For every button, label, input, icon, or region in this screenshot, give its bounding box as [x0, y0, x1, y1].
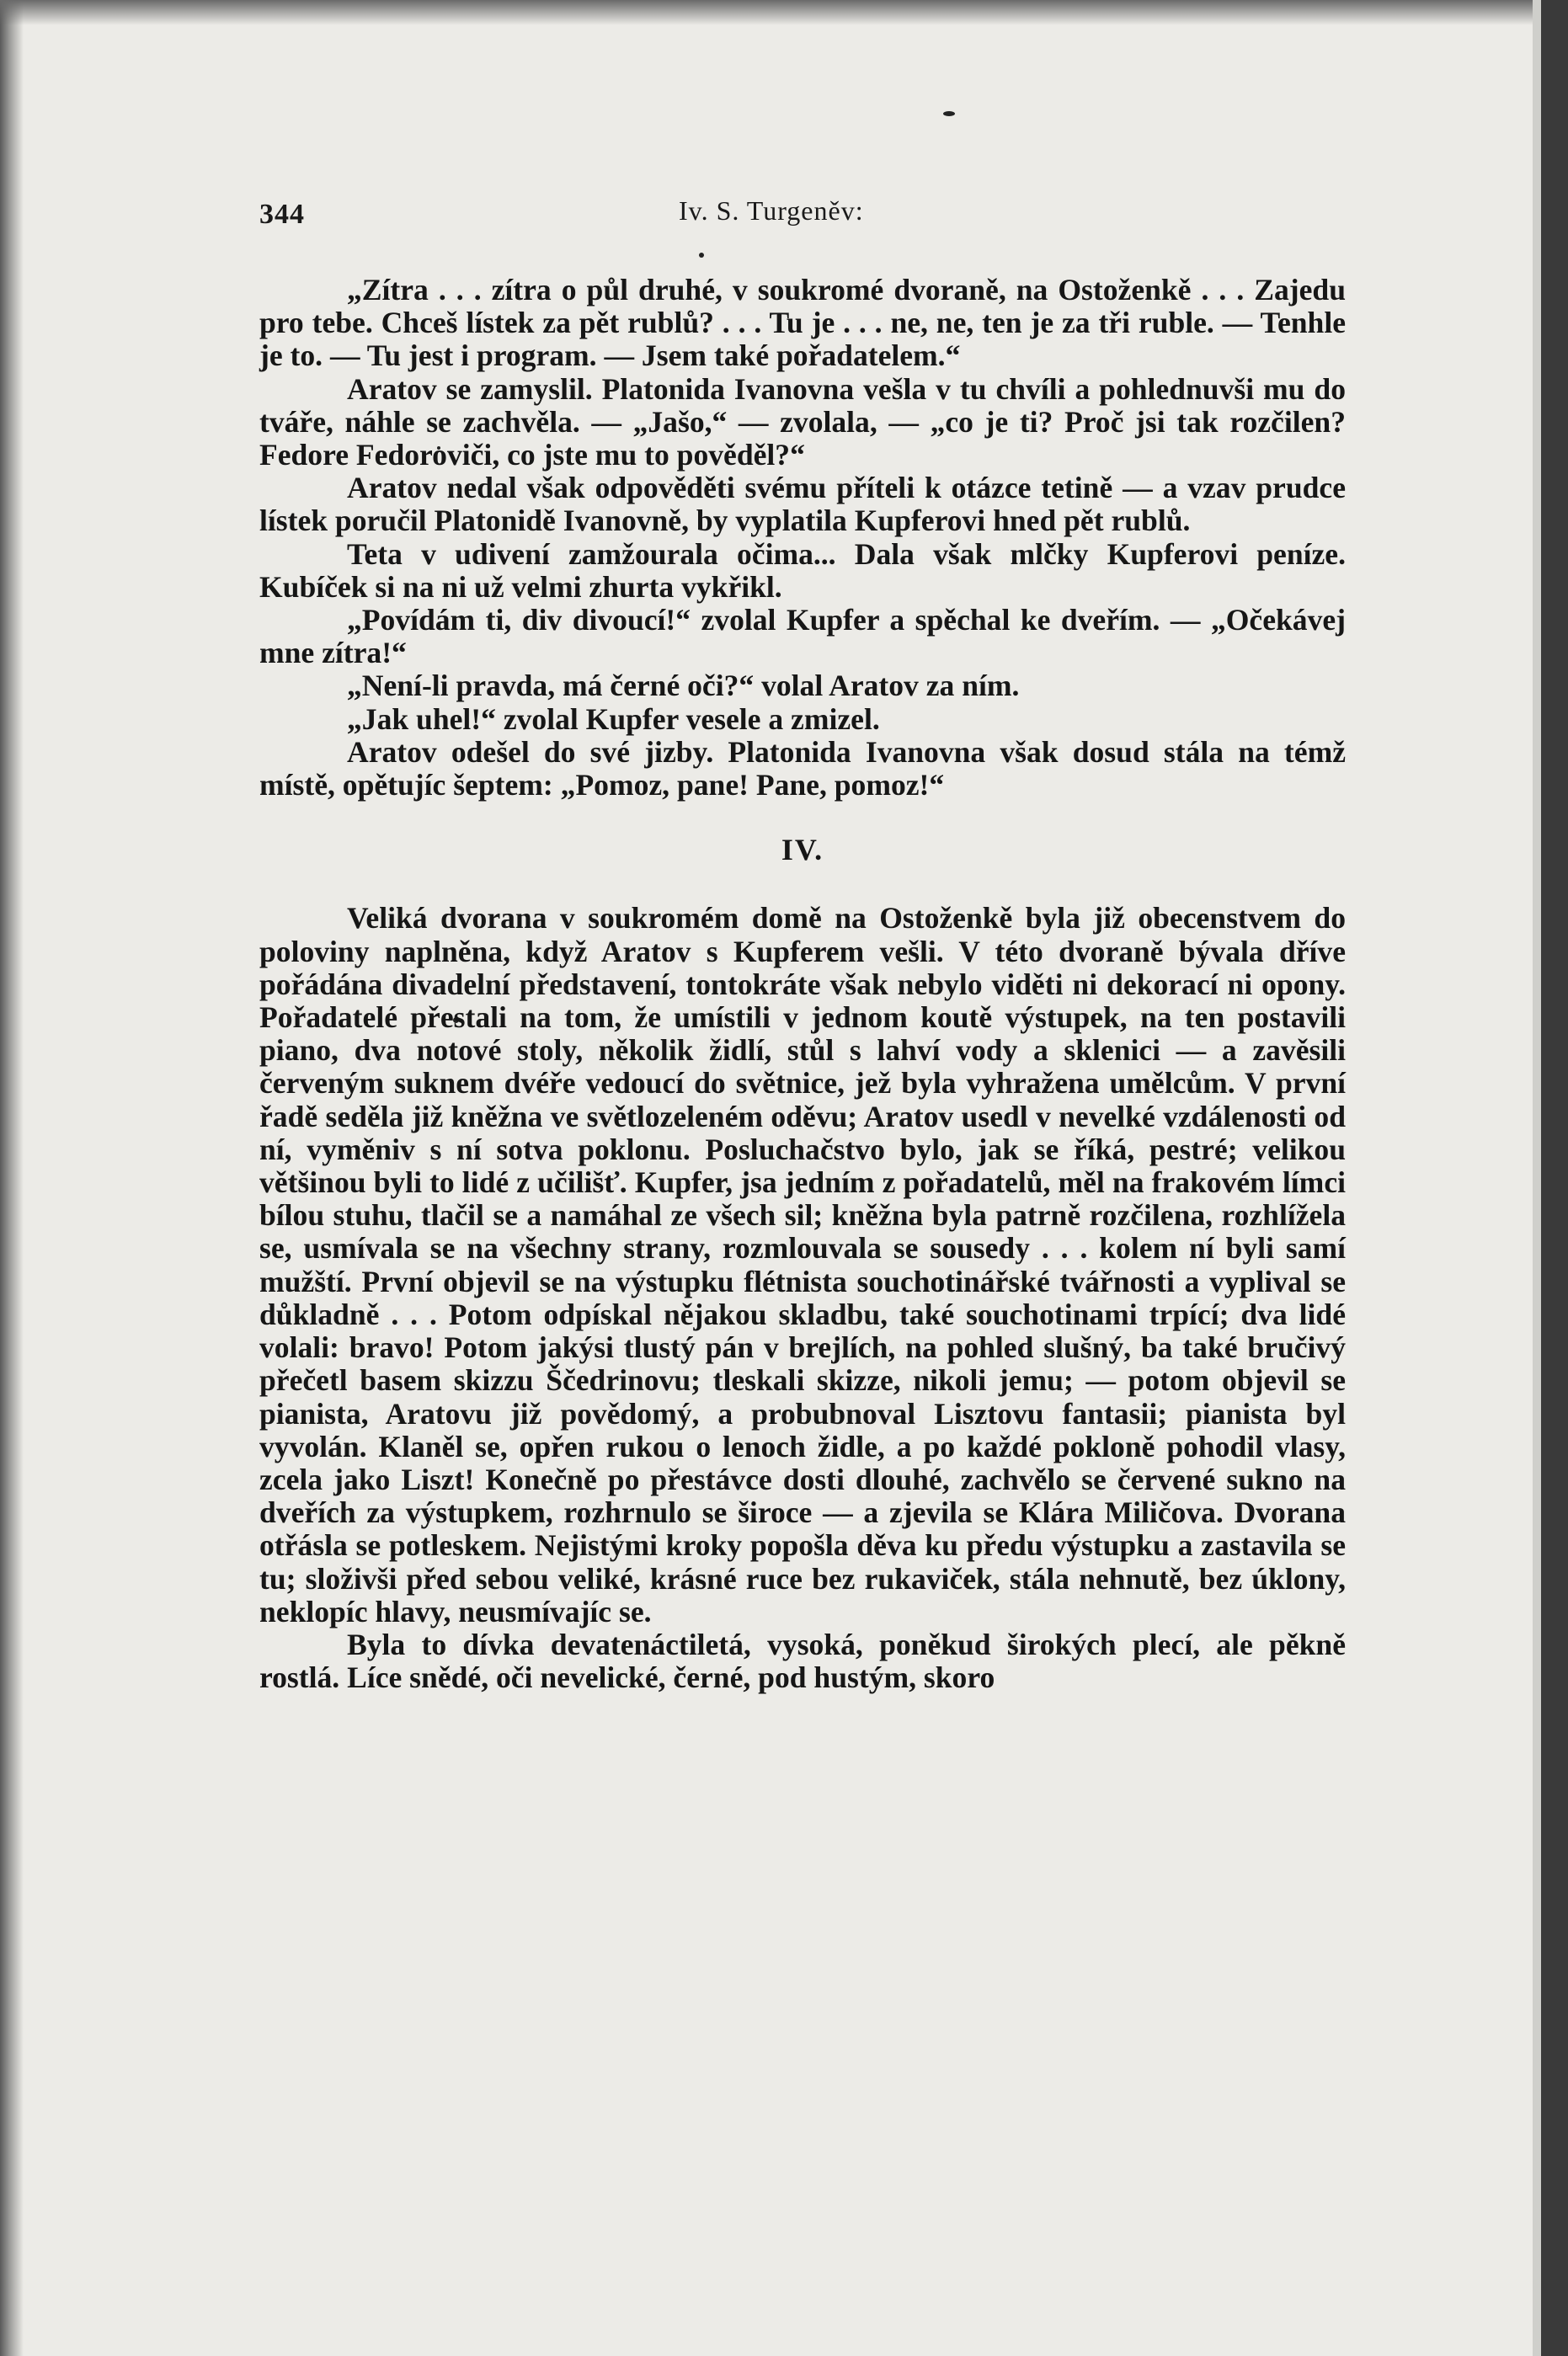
paragraph: Aratov nedal však odpověděti svému příteli k otázce tetině — a vzav prudce lístek poručil Platonidě Ivanovně, by vyplatila Kupferovi hned pět rublů. — [259, 471, 1346, 538]
page-number: 344 — [259, 199, 305, 230]
paragraph: „Jak uhel!“ zvolal Kupfer vesele a zmizel. — [347, 701, 880, 736]
paragraph: Aratov se zamyslil. Platonida Ivanovna vešla v tu chvíli a pohlednuvši mu do tváře, náhle se zachvěla. — „Jašo,“ — zvolala, — „co je ti? Proč jsi tak rozčilen? Fedore Fedoroviči, co jste mu to pověděl?“ — [259, 371, 1346, 472]
print-speck — [943, 111, 955, 116]
paragraph: Veliká dvorana v soukromém domě na Ostoženkě byla již obecenstvem do poloviny naplněna, když Aratov s Kupferem vešli. V této dvoraně bývala dříve pořádána divadelní představení, tontokráte však nebylo viděti ni dekorací ni opony. Pořadatelé přestali na tom, že umístili v jednom koutě výstupek, na ten postavili piano, dva notové stoly, několik židlí, stůl s lahví vody a sklenici — a zavěsili červeným suknem dvéře vedoucí do světnice, jež byla vyhražena umělcům. V první řadě seděla již kněžna ve světlozeleném oděvu; Aratov usedl v nevelké vzdálenosti od ní, vyměniv s ní sotva poklonu. Posluchačstvo bylo, jak se říká, pestré; velikou většinou byli to lidé z učilišť. Kupfer, jsa jedním z pořadatelů, měl na frakovém límci bílou stuhu, tlačil se a namáhal ze všech sil; kněžna byla patrně rozčilena, rozhlížela se, usmívala se na všechny strany, rozmlouvala se sousedy . . . kolem ní byli samí mužští. První objevil se na výstupku flétnista souchotinářské tvářnosti a vyplival se důkladně . . . Potom odpískal nějakou skladbu, také souchotinami trpící; dva lidé volali: bravo! Potom jakýsi tlustý pán v brejlích, na pohled slušný, ba také bručivý přečetl basem skizzu Ščedrinovu; tleskali skizze, nikoli jemu; — potom objevil se pianista, Aratovu již povědomý, a probubnoval Lisztovu fantasii; pianista byl vyvolán. Klaněl se, opřen rukou o lenoch židle, a po každé pokloně pohodil vlasy, zcela jako Liszt! Konečně po přestávce dosti dlouhé, zachvělo se červené sukno na dveřích za výstupkem, rozhrnulo se široce — a zjevila se Klára Miličova. Dvorana otřásla se potleskem. Nejistými kroky popošla děva ku předu výstupku a zastavila se tu; složivši před sebou veliké, krásné ruce bez rukaviček, stála nehnutě, bez úklony, neklopíc hlavy, neusmívajíc se. — [259, 901, 1346, 1628]
paragraph: „Není-li pravda, má černé oči?“ volal Aratov za ním. — [347, 669, 1020, 703]
page-edge-shadow-top — [0, 0, 1541, 25]
chapter-heading: IV. — [781, 833, 824, 867]
print-speck — [699, 253, 704, 258]
running-head: Iv. S. Turgeněv: — [679, 195, 864, 226]
paragraph: Byla to dívka devatenáctiletá, vysoká, poněkud širokých plecí, ale pěkně rostlá. Líce snědé, oči nevelické, černé, pod hustým, skoro — [259, 1627, 1346, 1695]
paragraph: „Povídám ti, div divoucí!“ zvolal Kupfer a spěchal ke dveřím. — „Očekávej mne zítra!“ — [259, 603, 1346, 670]
paragraph: „Zítra . . . zítra o půl druhé, v soukromé dvoraně, na Ostoženkě . . . Zajedu pro tebe. Chceš lístek za pět rublů? . . . Tu je . . . ne, ne, ten je za tři ruble. — Tenhle je to. — Tu jest i program. — Jsem také pořadatelem.“ — [259, 273, 1346, 373]
page-edge-shadow-left — [0, 0, 24, 2356]
body-text — [259, 274, 1346, 1694]
page-header — [259, 195, 1346, 237]
paragraph: Teta v udivení zamžourala očima... Dala však mlčky Kupferovi peníze. Kubíček si na ni už velmi zhurta vykřikl. — [259, 536, 1346, 604]
paragraph: Aratov odešel do své jizby. Platonida Ivanovna však dosud stála na témž místě, opětujíc šeptem: „Pomoz, pane! Pane, pomoz!“ — [259, 734, 1346, 802]
